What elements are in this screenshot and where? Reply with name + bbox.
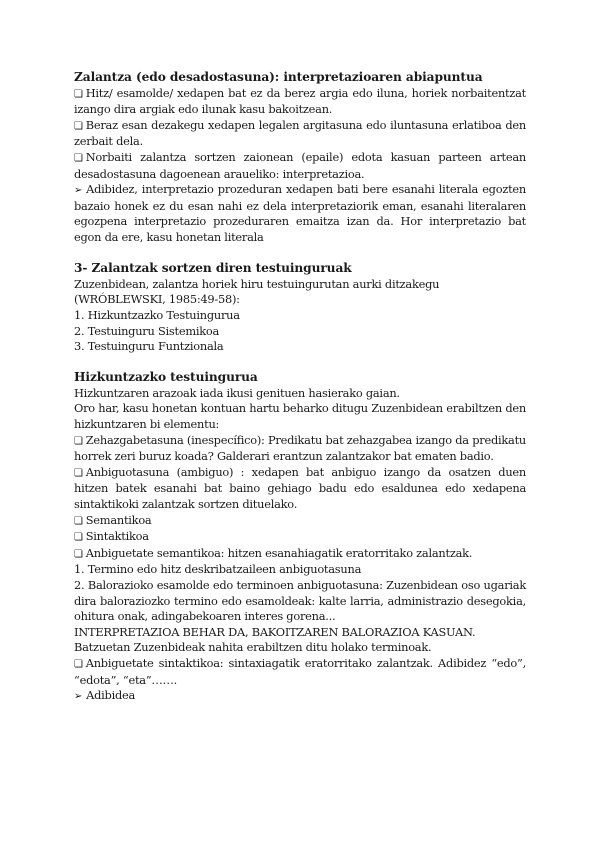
paragraph: ❏ Hitz/ esamolde/ xedapen bat ez da berez argia edo iluna, horiek norbaitentzat izango dira argiak edo ilunak kasu bakoitzean. xyxy=(74,85,526,117)
list-item: 2. Balorazioko esamolde edo terminoen anbiguotasuna: Zuzenbidean oso ugariak dira baloraziozko termino edo esamoldeak: kalte larria, administrazio desegokia, ohitura onak, adingabekoaren interes gorena... xyxy=(74,578,526,624)
checkbox-bullet-icon: ❏ xyxy=(74,548,83,560)
checkbox-bullet-icon: ❏ xyxy=(74,120,83,132)
arrowhead-bullet-icon: ➢ xyxy=(74,691,83,703)
paragraph: INTERPRETAZIOA BEHAR DA, BAKOITZAREN BALORAZIOA KASUAN. xyxy=(74,624,476,639)
bullet-item: ❏ Zehazgabetasuna (inespecífico): Predikatu bat zehazgabea izango da predikatu horrek zeri buruz koada? Galderari erantzun zalantzakor bat ematen badio. xyxy=(74,432,526,464)
paragraph: Zuzenbidean, zalantza horiek hiru testuingurutan aurki ditzakegu (WRÓBLEWSKI, 1985:49-58): xyxy=(74,276,440,307)
checkbox-bullet-icon: ❏ xyxy=(74,658,83,670)
paragraph: ❏ Beraz esan dezakegu xedapen legalen argitasuna edo iluntasuna erlatiboa den zerbait dela. xyxy=(74,117,526,149)
bullet-item: ➢ Adibidea xyxy=(74,688,136,703)
checkbox-bullet-icon: ❏ xyxy=(74,88,83,100)
paragraph: Oro har, kasu honetan kontuan hartu beharko ditugu Zuzenbidean erabiltzen den hizkuntzaren bi elementu: xyxy=(74,401,526,432)
checkbox-bullet-icon: ❏ xyxy=(74,532,83,544)
paragraph: ❏ Norbaiti zalantza sortzen zaionean (epaile) edota kasuan parteen artean desadostasuna dagoenean araueliko: interpretazioa. xyxy=(74,149,526,181)
paragraph: ➢ Adibidez, interpretazio prozeduran xedapen bati bere esanahi literala egozten bazaio honek ez du esan nahi ez dela interpretaziorik eman, esanahi literalaren egozpena interpretazio prozeduraren emaitza izan da. Hor interpretazio bat egon da ere, kasu honetan literala xyxy=(74,182,526,244)
checkbox-bullet-icon: ❏ xyxy=(74,152,83,164)
arrowhead-bullet-icon: ➢ xyxy=(74,185,83,197)
paragraph: Batzuetan Zuzenbideak nahita erabiltzen ditu holako terminoak. xyxy=(74,640,432,655)
bullet-item: ❏ Semantikoa xyxy=(74,512,152,527)
paragraph: Hizkuntzaren arazoak iada ikusi genituen hasierako gaian. xyxy=(74,385,400,400)
section-heading-hizkuntzazko: Hizkuntzazko testuingurua xyxy=(74,370,258,385)
checkbox-bullet-icon: ❏ xyxy=(74,467,83,479)
section-heading-testuinguruak: 3- Zalantzak sortzen diren testuinguruak xyxy=(74,261,352,276)
list-item: 2. Testuinguru Sistemikoa xyxy=(74,323,220,338)
bullet-item: ❏ Anbiguotasuna (ambiguo) : xedapen bat anbiguo izango da osatzen duen hitzen batek esanahi bat baino gehiago badu edo esaldunea edo xedapena sintaktikoki zalantzak sortzen dituelako. xyxy=(74,464,526,512)
checkbox-bullet-icon: ❏ xyxy=(74,515,83,527)
bullet-item: ❏ Sintaktikoa xyxy=(74,529,149,544)
list-item: 1. Hizkuntzazko Testuingurua xyxy=(74,307,240,322)
bullet-item: ❏ Anbiguetate sintaktikoa: sintaxiagatik eratorritako zalantzak. Adibidez “edo”, “edota”, “eta”……. xyxy=(74,655,526,687)
bullet-item: ❏ Anbiguetate semantikoa: hitzen esanahiagatik eratorritako zalantzak. xyxy=(74,545,473,560)
section-heading-zalantza: Zalantza (edo desadostasuna): interpretazioaren abiapuntua xyxy=(74,70,483,84)
document-body xyxy=(74,70,526,705)
spacer xyxy=(74,355,526,371)
spacer xyxy=(74,246,526,262)
list-item: 1. Termino edo hitz deskribatzaileen anbiguotasuna xyxy=(74,562,362,577)
list-item: 3. Testuinguru Funtzionala xyxy=(74,339,224,354)
checkbox-bullet-icon: ❏ xyxy=(74,435,83,447)
